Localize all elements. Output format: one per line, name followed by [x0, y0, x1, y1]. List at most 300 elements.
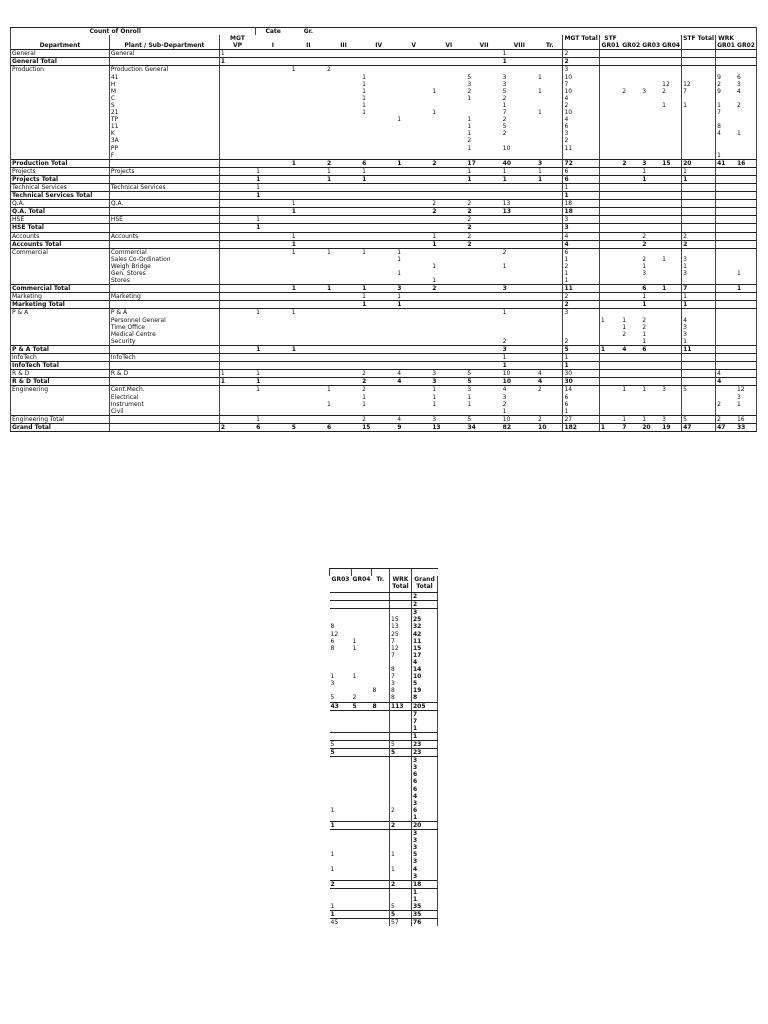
table-cell — [661, 309, 681, 317]
table-cell — [599, 301, 621, 309]
table-cell — [291, 175, 326, 183]
table-cell — [537, 270, 563, 277]
table-cell — [621, 50, 641, 58]
table-cell: 1 — [361, 301, 396, 309]
table-cell — [291, 152, 326, 160]
table-cell — [599, 66, 621, 74]
table-cell — [431, 354, 466, 362]
table-cell — [661, 152, 681, 160]
table-cell: 2 — [662, 87, 666, 95]
table-cell — [466, 362, 501, 370]
table-cell: 1 — [361, 167, 396, 175]
table-cell: 2 — [537, 386, 563, 394]
table-cell — [11, 401, 110, 408]
table-cell: Sales Co-Ordination — [109, 256, 219, 263]
table-cell: 30 — [563, 378, 599, 386]
table-cell: 2 — [390, 880, 412, 888]
table-cell — [326, 216, 361, 224]
table-cell — [390, 725, 412, 733]
table-cell — [291, 102, 326, 109]
table-cell — [396, 408, 431, 416]
table-cell: 11 — [109, 123, 219, 130]
table-cell: 2 — [502, 130, 507, 138]
table-cell — [466, 152, 501, 160]
table-cell — [641, 408, 661, 416]
table-cell — [716, 50, 736, 58]
table-cell — [682, 50, 716, 58]
table-cell — [641, 354, 661, 362]
table-cell — [431, 309, 466, 317]
table-cell — [255, 408, 291, 416]
table-cell — [412, 569, 438, 577]
table-cell — [641, 216, 661, 224]
table-cell: 2 — [361, 378, 396, 386]
table-cell — [661, 301, 681, 309]
table-cell — [621, 152, 641, 160]
table-cell: 1 — [641, 386, 661, 394]
table-cell: 6 — [563, 401, 599, 408]
table-cell — [11, 123, 110, 130]
table-cell — [736, 175, 757, 183]
table-cell — [291, 130, 326, 137]
table-cell — [502, 277, 537, 285]
table-cell — [361, 183, 396, 191]
header-filler — [326, 28, 756, 36]
table-cell: 12 — [330, 630, 339, 638]
table-cell — [361, 200, 396, 208]
table-cell — [11, 88, 110, 95]
table-cell: 1 — [563, 354, 599, 362]
table-cell — [661, 240, 681, 248]
table-cell — [431, 248, 466, 256]
table-cell: 1 — [291, 159, 326, 167]
table-cell — [537, 345, 563, 353]
table-cell — [219, 293, 255, 301]
table-cell — [396, 88, 431, 95]
table-cell — [11, 74, 110, 81]
table-cell: 5 — [330, 749, 352, 757]
table-cell: 1 — [352, 637, 357, 645]
table-cell: 3 — [563, 66, 599, 74]
table-cell — [502, 293, 537, 301]
table-row — [11, 200, 757, 208]
table-cell: 4 — [502, 386, 537, 394]
table-cell — [219, 95, 255, 102]
table-cell: 3 — [563, 130, 599, 137]
table-cell — [219, 317, 255, 324]
table-row — [11, 81, 757, 88]
table-cell — [352, 764, 372, 771]
table-cell — [621, 240, 641, 248]
table-cell — [599, 370, 621, 378]
table-cell — [661, 338, 681, 346]
table-cell — [431, 301, 466, 309]
table-cell — [661, 35, 681, 42]
table-cell: Accounts — [11, 232, 110, 240]
table-cell — [563, 331, 599, 338]
table-cell — [330, 888, 352, 896]
table-cell — [599, 386, 621, 394]
table-cell — [361, 58, 396, 66]
table-cell — [682, 74, 716, 81]
table-cell — [599, 285, 621, 293]
table-cell — [11, 263, 110, 270]
table-cell — [661, 130, 681, 137]
table-cell — [716, 345, 736, 353]
table-cell — [396, 175, 431, 183]
table-cell: 6 — [330, 637, 335, 645]
table-cell: 3 — [390, 680, 412, 687]
table-cell: 1 — [432, 262, 437, 270]
table-cell — [372, 609, 390, 617]
table-cell — [109, 192, 219, 200]
table-cell — [352, 888, 372, 896]
table-cell — [599, 192, 621, 200]
table-cell — [641, 50, 661, 58]
table-cell: 4 — [396, 370, 431, 378]
table-cell: 1 — [563, 362, 599, 370]
table-cell — [352, 822, 372, 830]
table-cell — [599, 167, 621, 175]
table-cell: 12 — [390, 645, 412, 652]
table-row — [11, 137, 757, 144]
table-cell — [372, 814, 390, 822]
table-cell: 3 — [682, 270, 716, 277]
table-cell: PP — [109, 145, 219, 152]
table-cell — [291, 324, 326, 331]
table-cell — [390, 858, 412, 865]
table-row — [330, 609, 438, 617]
table-cell: 1 — [641, 301, 661, 309]
table-cell — [537, 58, 563, 66]
table-cell — [372, 858, 390, 865]
table-cell: M — [109, 88, 219, 95]
table-cell — [431, 102, 466, 109]
table-cell — [716, 324, 736, 331]
table-cell — [736, 338, 757, 346]
table-cell: 6 — [563, 175, 599, 183]
table-cell: 15 — [412, 645, 438, 652]
table-cell: 13 — [502, 208, 537, 216]
table-cell — [682, 277, 716, 285]
table-cell — [661, 74, 681, 81]
table-cell: Instrument — [109, 401, 219, 408]
table-cell — [431, 317, 466, 324]
table-cell — [326, 123, 361, 130]
table-cell — [621, 208, 641, 216]
table-row — [330, 786, 438, 793]
table-cell — [682, 130, 716, 137]
table-cell: 1 — [563, 192, 599, 200]
table-cell: 9 — [716, 88, 736, 95]
table-cell — [466, 183, 501, 191]
table-cell — [621, 232, 641, 240]
table-cell — [396, 130, 431, 137]
table-cell — [255, 232, 291, 240]
table-row — [11, 386, 757, 394]
table-cell: 3 — [412, 844, 438, 851]
table-cell — [372, 851, 390, 858]
table-cell: H — [109, 81, 219, 88]
table-cell — [396, 50, 431, 58]
table-cell — [352, 757, 372, 765]
table-cell: 182 — [563, 423, 599, 431]
table-cell: 8 — [372, 702, 390, 710]
table-cell: 5 — [291, 423, 326, 431]
table-cell — [255, 88, 291, 95]
table-cell — [291, 74, 326, 81]
table-cell: 1 — [641, 175, 661, 183]
table-cell: 1 — [563, 256, 599, 263]
table-cell: InfoTech — [11, 354, 110, 362]
table-cell — [661, 192, 681, 200]
table-cell — [621, 401, 641, 408]
table-cell: 5 — [563, 345, 599, 353]
table-cell — [390, 718, 412, 725]
table-cell: 1 — [219, 370, 255, 378]
table-row — [330, 814, 438, 822]
table-cell — [537, 324, 563, 331]
table-cell — [396, 208, 431, 216]
table-cell: 7 — [412, 718, 438, 725]
table-cell — [537, 130, 563, 137]
table-cell — [390, 844, 412, 851]
table-cell — [291, 277, 326, 285]
table-cell: 1 — [397, 270, 402, 277]
table-cell — [326, 74, 361, 81]
table-cell — [599, 74, 621, 81]
table-cell — [599, 216, 621, 224]
table-cell: 10 — [563, 109, 599, 116]
table-cell — [466, 354, 501, 362]
table-cell — [326, 293, 361, 301]
table-cell — [219, 200, 255, 208]
table-cell — [326, 331, 361, 338]
table-cell — [372, 732, 390, 740]
table-cell: 1 — [219, 50, 255, 58]
table-cell — [11, 408, 110, 416]
table-cell: 42 — [412, 631, 438, 638]
table-cell — [330, 844, 352, 851]
table-cell: 4 — [682, 317, 716, 324]
table-cell: 3 — [537, 159, 563, 167]
table-cell: 10 — [502, 378, 537, 386]
table-cell — [682, 145, 716, 152]
table-cell — [537, 66, 563, 74]
table-cell: VI — [431, 42, 466, 50]
table-cell: 1 — [502, 354, 537, 362]
table-cell — [466, 345, 501, 353]
table-cell — [621, 256, 641, 263]
table-cell — [537, 338, 563, 346]
table-cell — [390, 896, 412, 903]
table-cell — [736, 58, 757, 66]
table-cell — [736, 362, 757, 370]
table-cell — [330, 725, 352, 733]
table-cell: 8 — [390, 687, 412, 694]
table-cell: 2 — [502, 337, 507, 345]
table-cell — [255, 81, 291, 88]
table-cell — [661, 208, 681, 216]
table-cell: 2 — [219, 423, 255, 431]
table-cell — [682, 152, 716, 160]
table-cell: 1 — [431, 240, 466, 248]
table-cell: 1 — [502, 101, 507, 109]
table-cell: 2 — [641, 240, 661, 248]
table-cell: 2 — [326, 66, 361, 74]
table-cell — [326, 183, 361, 191]
table-cell — [219, 167, 255, 175]
table-cell — [291, 183, 326, 191]
table-cell — [431, 123, 466, 130]
table-cell: 20 — [641, 423, 661, 431]
table-cell — [599, 95, 621, 102]
table-cell — [372, 725, 390, 733]
table-cell — [431, 116, 466, 123]
table-cell: 20 — [412, 822, 438, 830]
table-cell: 1 — [362, 400, 366, 408]
table-cell — [361, 362, 396, 370]
table-cell: 1 — [326, 167, 361, 175]
table-cell — [736, 354, 757, 362]
table-cell: 16 — [736, 159, 757, 167]
table-cell — [599, 50, 621, 58]
table-cell: 12 — [662, 80, 670, 88]
table-cell: 1 — [537, 175, 563, 183]
table-cell — [431, 130, 466, 137]
table-cell — [621, 109, 641, 116]
table-cell: 1 — [291, 208, 326, 216]
table-cell: Engineering Total — [11, 415, 110, 423]
table-cell: 11 — [412, 638, 438, 645]
table-cell — [255, 102, 291, 109]
table-cell: 3 — [642, 87, 647, 95]
table-cell — [291, 415, 326, 423]
table-cell — [537, 116, 563, 123]
table-cell — [736, 345, 757, 353]
table-cell: HSE — [11, 216, 110, 224]
table-cell: HSE — [109, 216, 219, 224]
table-cell — [736, 208, 757, 216]
table-row — [330, 749, 438, 757]
table-cell — [326, 240, 361, 248]
table-cell — [372, 749, 390, 757]
table-row — [330, 822, 438, 830]
table-cell — [466, 270, 501, 277]
table-cell: 3 — [682, 331, 716, 338]
table-cell: 8 — [330, 623, 335, 631]
table-cell: 10 — [537, 423, 563, 431]
table-cell: 2 — [466, 240, 501, 248]
table-cell — [736, 248, 757, 256]
table-cell — [661, 109, 681, 116]
table-cell — [502, 270, 537, 277]
table-cell — [682, 362, 716, 370]
table-cell — [255, 116, 291, 123]
table-cell — [537, 232, 563, 240]
table-cell — [109, 345, 219, 353]
table-cell — [361, 192, 396, 200]
table-cell — [219, 331, 255, 338]
table-cell — [219, 102, 255, 109]
table-cell — [599, 130, 621, 137]
table-cell — [716, 58, 736, 66]
table-cell: 2 — [642, 323, 647, 331]
table-cell: III — [326, 42, 361, 50]
table-cell — [361, 317, 396, 324]
table-cell — [641, 362, 661, 370]
table-cell — [390, 830, 412, 838]
table-cell — [291, 95, 326, 102]
table-cell — [219, 130, 255, 137]
table-cell: 1 — [467, 393, 472, 401]
table-row — [11, 175, 757, 183]
table-cell — [330, 830, 352, 838]
table-row — [11, 95, 757, 102]
table-cell: VIII — [502, 42, 537, 50]
table-cell: 1 — [255, 345, 291, 353]
table-cell — [255, 394, 291, 401]
table-cell — [661, 224, 681, 232]
table-row — [330, 593, 438, 601]
table-cell — [682, 408, 716, 416]
table-cell — [641, 137, 661, 144]
table-cell: 1 — [736, 285, 757, 293]
table-cell: 2 — [361, 386, 396, 394]
table-cell — [361, 216, 396, 224]
table-cell: VP — [219, 42, 255, 50]
table-cell — [736, 95, 757, 102]
table-cell: Marketing Total — [11, 301, 110, 309]
table-cell — [641, 208, 661, 216]
table-cell — [641, 58, 661, 66]
table-cell: 1 — [326, 386, 361, 394]
table-cell — [255, 109, 291, 116]
table-cell — [621, 35, 641, 42]
table-cell — [682, 58, 716, 66]
table-cell — [291, 370, 326, 378]
table-cell — [361, 35, 396, 42]
table-cell — [255, 317, 291, 324]
table-cell — [599, 338, 621, 346]
table-cell: 1 — [502, 262, 507, 270]
table-cell — [291, 293, 326, 301]
table-row — [330, 778, 438, 785]
table-cell — [716, 301, 736, 309]
table-row — [330, 911, 438, 919]
table-cell: 41 — [109, 74, 219, 81]
table-cell — [736, 50, 757, 58]
table-cell — [219, 338, 255, 346]
table-cell: 41 — [716, 159, 736, 167]
table-cell — [661, 66, 681, 74]
table-cell — [255, 35, 291, 42]
table-cell: 3 — [466, 386, 501, 394]
pivot-table-main — [10, 27, 757, 432]
table-cell — [396, 200, 431, 208]
table-cell: 3 — [502, 73, 507, 81]
table-cell: 2 — [466, 200, 501, 208]
table-cell — [372, 778, 390, 785]
table-cell: 82 — [502, 423, 537, 431]
table-cell: 1 — [736, 130, 757, 137]
table-cell — [599, 401, 621, 408]
table-cell: 1 — [736, 270, 757, 277]
table-cell — [361, 116, 396, 123]
table-cell — [716, 317, 736, 324]
table-cell: I — [255, 42, 291, 50]
table-cell — [682, 309, 716, 317]
